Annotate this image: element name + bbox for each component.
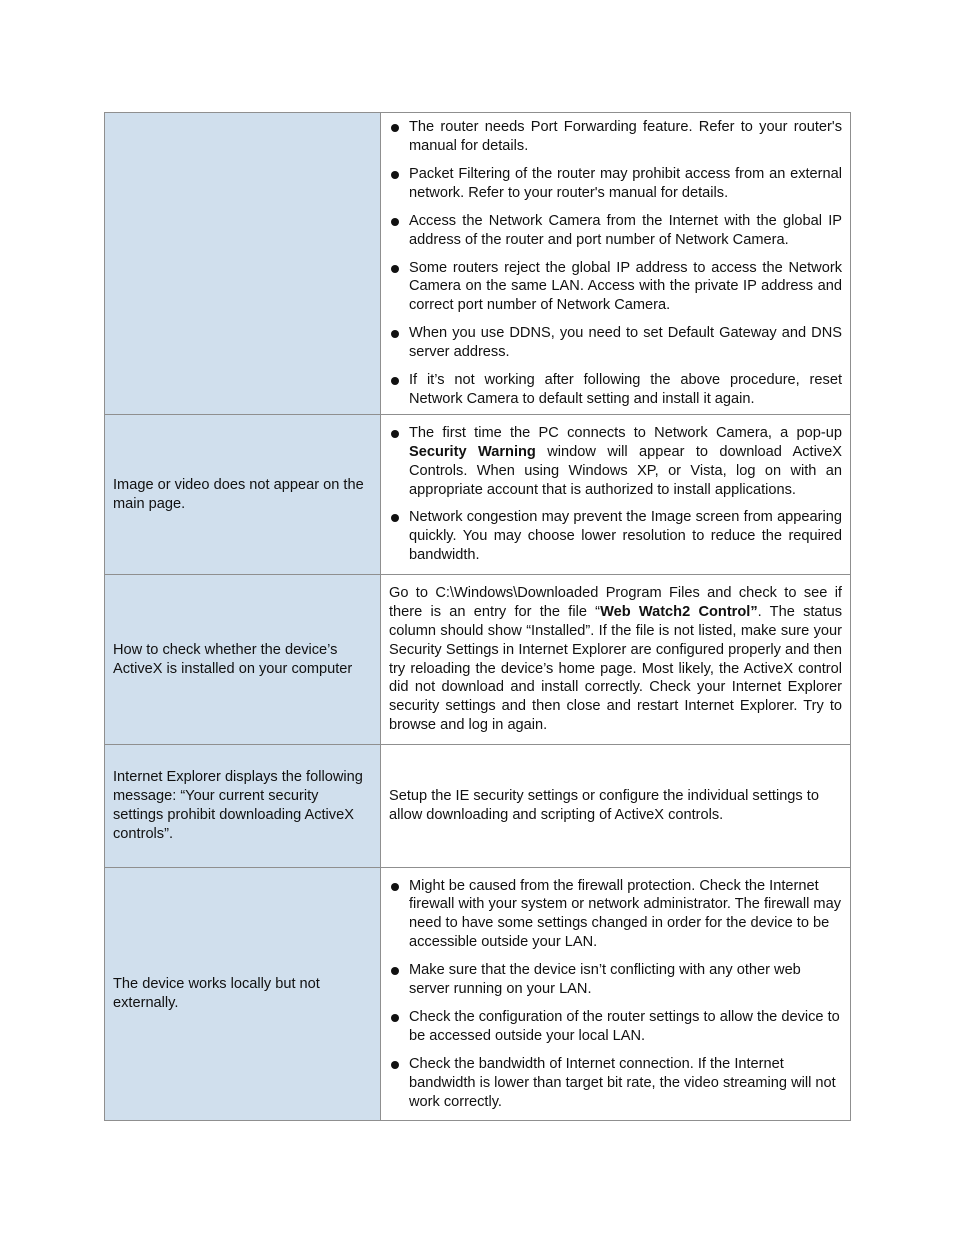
bullet-icon [391, 967, 399, 975]
bullet-icon [391, 218, 399, 226]
list-item: The first time the PC connects to Network Camera, a pop-up Security Warning window will appear to download ActiveX Controls. When using Windows XP, or Vista, log on with an appropriate account that is authorized to install applications. [389, 424, 842, 500]
problem-cell [105, 745, 381, 868]
bullet-icon [391, 514, 399, 522]
problem-cell [105, 868, 381, 1121]
list-item: When you use DDNS, you need to set Default Gateway and DNS server address. [389, 324, 842, 362]
table-row [105, 868, 851, 1121]
solution-cell [381, 113, 851, 415]
problem-text: Internet Explorer displays the following message: “Your current security settings prohibit downloading ActiveX controls”. [113, 769, 363, 842]
table-row [105, 113, 851, 415]
solution-paragraph: Setup the IE security settings or configure the individual settings to allow downloading and scripting of ActiveX controls. [389, 788, 819, 823]
troubleshooting-table [104, 112, 851, 1121]
solution-cell [381, 868, 851, 1121]
problem-text: Image or video does not appear on the main page. [113, 476, 364, 512]
problem-text: The device works locally but not externally. [113, 976, 320, 1011]
solution-cell [381, 415, 851, 575]
bullet-icon [391, 330, 399, 338]
list-item: Packet Filtering of the router may prohibit access from an external network. Refer to your router's manual for details. [389, 165, 842, 203]
table-row [105, 415, 851, 575]
solution-list [389, 118, 842, 409]
list-item: Might be caused from the firewall protection. Check the Internet firewall with your system or network administrator. The firewall may need to have some settings changed in order for the device to be accessible outside your LAN. [389, 877, 842, 953]
bullet-icon [391, 124, 399, 132]
list-item: Check the configuration of the router settings to allow the device to be accessed outside your local LAN. [389, 1008, 842, 1046]
bullet-icon [391, 377, 399, 385]
problem-cell [105, 575, 381, 745]
solution-list [389, 424, 842, 565]
bullet-icon [391, 265, 399, 273]
web-watch-control-term: Web Watch2 Control” [600, 603, 758, 620]
list-item: Network congestion may prevent the Image screen from appearing quickly. You may choose lower resolution to reduce the required bandwidth. [389, 508, 842, 565]
list-item: Make sure that the device isn’t conflicting with any other web server running on your LAN. [389, 961, 842, 999]
problem-cell [105, 415, 381, 575]
problem-cell [105, 113, 381, 415]
bullet-icon [391, 1014, 399, 1022]
bullet-icon [391, 1061, 399, 1069]
list-item: The router needs Port Forwarding feature. Refer to your router's manual for details. [389, 118, 842, 156]
table-row [105, 575, 851, 745]
list-item: If it’s not working after following the above procedure, reset Network Camera to default setting and install it again. [389, 371, 842, 409]
bullet-icon [391, 883, 399, 891]
table-row [105, 745, 851, 868]
list-item: Check the bandwidth of Internet connection. If the Internet bandwidth is lower than target bit rate, the video streaming will not work correctly. [389, 1055, 842, 1112]
solution-paragraph: Go to C:\Windows\Downloaded Program Files and check to see if there is an entry for the file “Web Watch2 Control”. The status column should show “Installed”. If the file is not listed, make sure your Security Settings in Internet Explorer are configured properly and then try reloading the device’s home page. Most likely, the ActiveX control did not download and install correctly. Check your Internet Explorer security settings and then close and restart Internet Explorer. Try to browse and log in again. [389, 584, 843, 734]
list-item: Access the Network Camera from the Internet with the global IP address of the router and port number of Network Camera. [389, 212, 842, 250]
list-item: Some routers reject the global IP address to access the Network Camera on the same LAN. Access with the private IP address and correct port number of Network Camera. [389, 259, 842, 316]
solution-cell [381, 745, 851, 868]
problem-text: How to check whether the device’s ActiveX is installed on your computer [113, 641, 353, 677]
solution-list [389, 877, 842, 1112]
bullet-icon [391, 171, 399, 179]
security-warning-term: Security Warning [409, 443, 536, 460]
solution-cell [381, 575, 851, 745]
bullet-icon [391, 430, 399, 438]
